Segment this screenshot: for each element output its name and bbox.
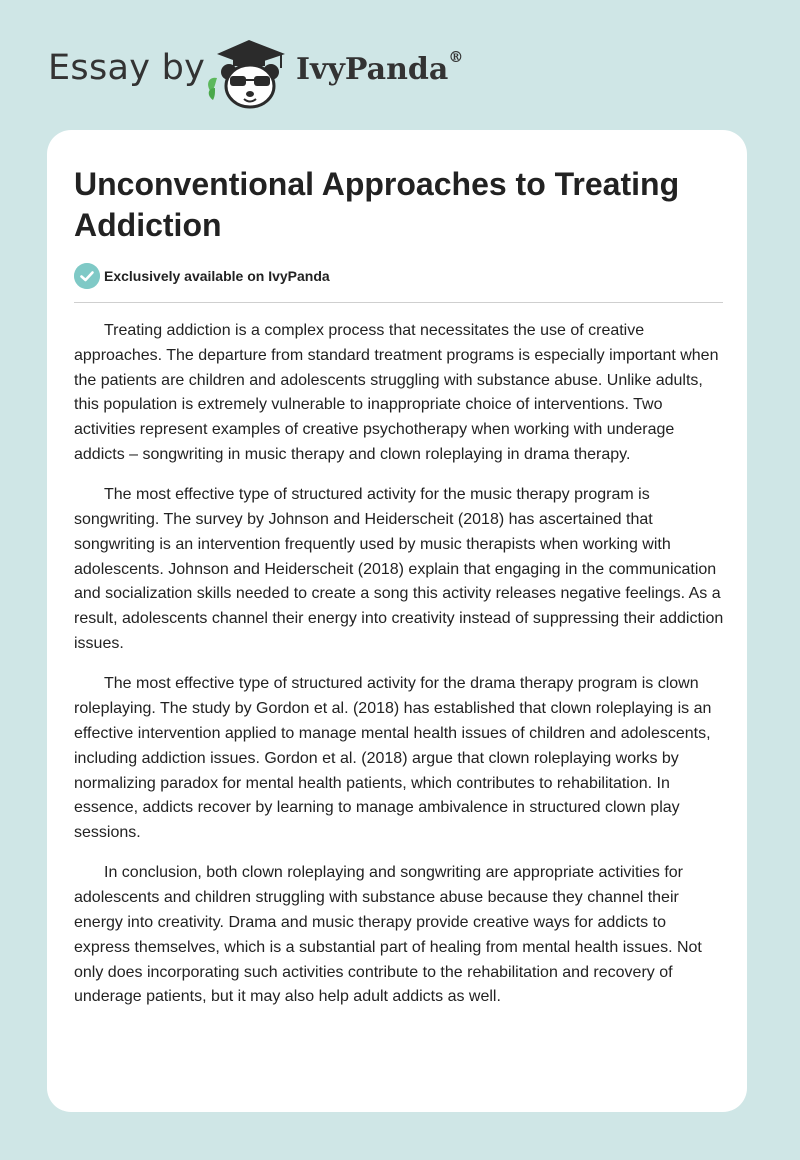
paragraph: The most effective type of structured activity for the drama therapy program is clown roleplaying. The study by Gordon et al. (2018) has established that clown roleplaying is an effective intervention applied to manage mental health issues of children and adolescents, including addiction issues. Gordon et al. (2018) argue that clown roleplaying works by normalizing paradox for mental health patients, which contributes to rehabilitation. In essence, addicts recover by learning to manage ambivalence in structured clown play sessions.	[74, 675, 712, 842]
site-header	[48, 34, 568, 110]
panda-logo-icon[interactable]	[203, 34, 293, 110]
check-circle-icon	[74, 263, 100, 289]
brand-name[interactable]	[296, 48, 464, 87]
divider	[74, 302, 723, 303]
essay-body	[74, 319, 726, 1026]
essay-title: Unconventional Approaches to Treating Addiction	[74, 166, 680, 243]
exclusive-label: Exclusively available on IvyPanda	[104, 268, 330, 284]
paragraph: In conclusion, both clown roleplaying and songwriting are appropriate activities for adolescents and children struggling with substance abuse because they channel their energy into creativity. Drama and music therapy provide creative ways for addicts to express themselves, which is a substantial part of healing from mental health issues. Not only does incorporating such activities contribute to the rehabilitation and recovery of underage patients, but it may also help adult addicts as well.	[74, 864, 702, 1006]
registered-mark: ®	[448, 48, 464, 66]
essay-card	[47, 130, 747, 1112]
brand-text: IvyPanda	[296, 52, 449, 87]
paragraph: The most effective type of structured activity for the music therapy program is songwriting. The survey by Johnson and Heiderscheit (2018) has ascertained that songwriting is an intervention frequently used by music therapists when working with adolescents. Johnson and Heiderscheit (2018) explain that engaging in the communication and socialization skills needed to create a song this activity releases negative feelings. As a result, adolescents channel their energy into creativity instead of suppressing their addiction issues.	[74, 486, 724, 653]
essay-by-label: Essay by	[48, 48, 206, 88]
paragraph: Treating addiction is a complex process that necessitates the use of creative approaches. The departure from standard treatment programs is especially important when the patients are children and adolescents struggling with substance abuse. Unlike adults, this population is extremely vulnerable to inappropriate choice of interventions. Two activities represent examples of creative psychotherapy when working with underage addicts – songwriting in music therapy and clown roleplaying in drama therapy.	[74, 322, 719, 463]
